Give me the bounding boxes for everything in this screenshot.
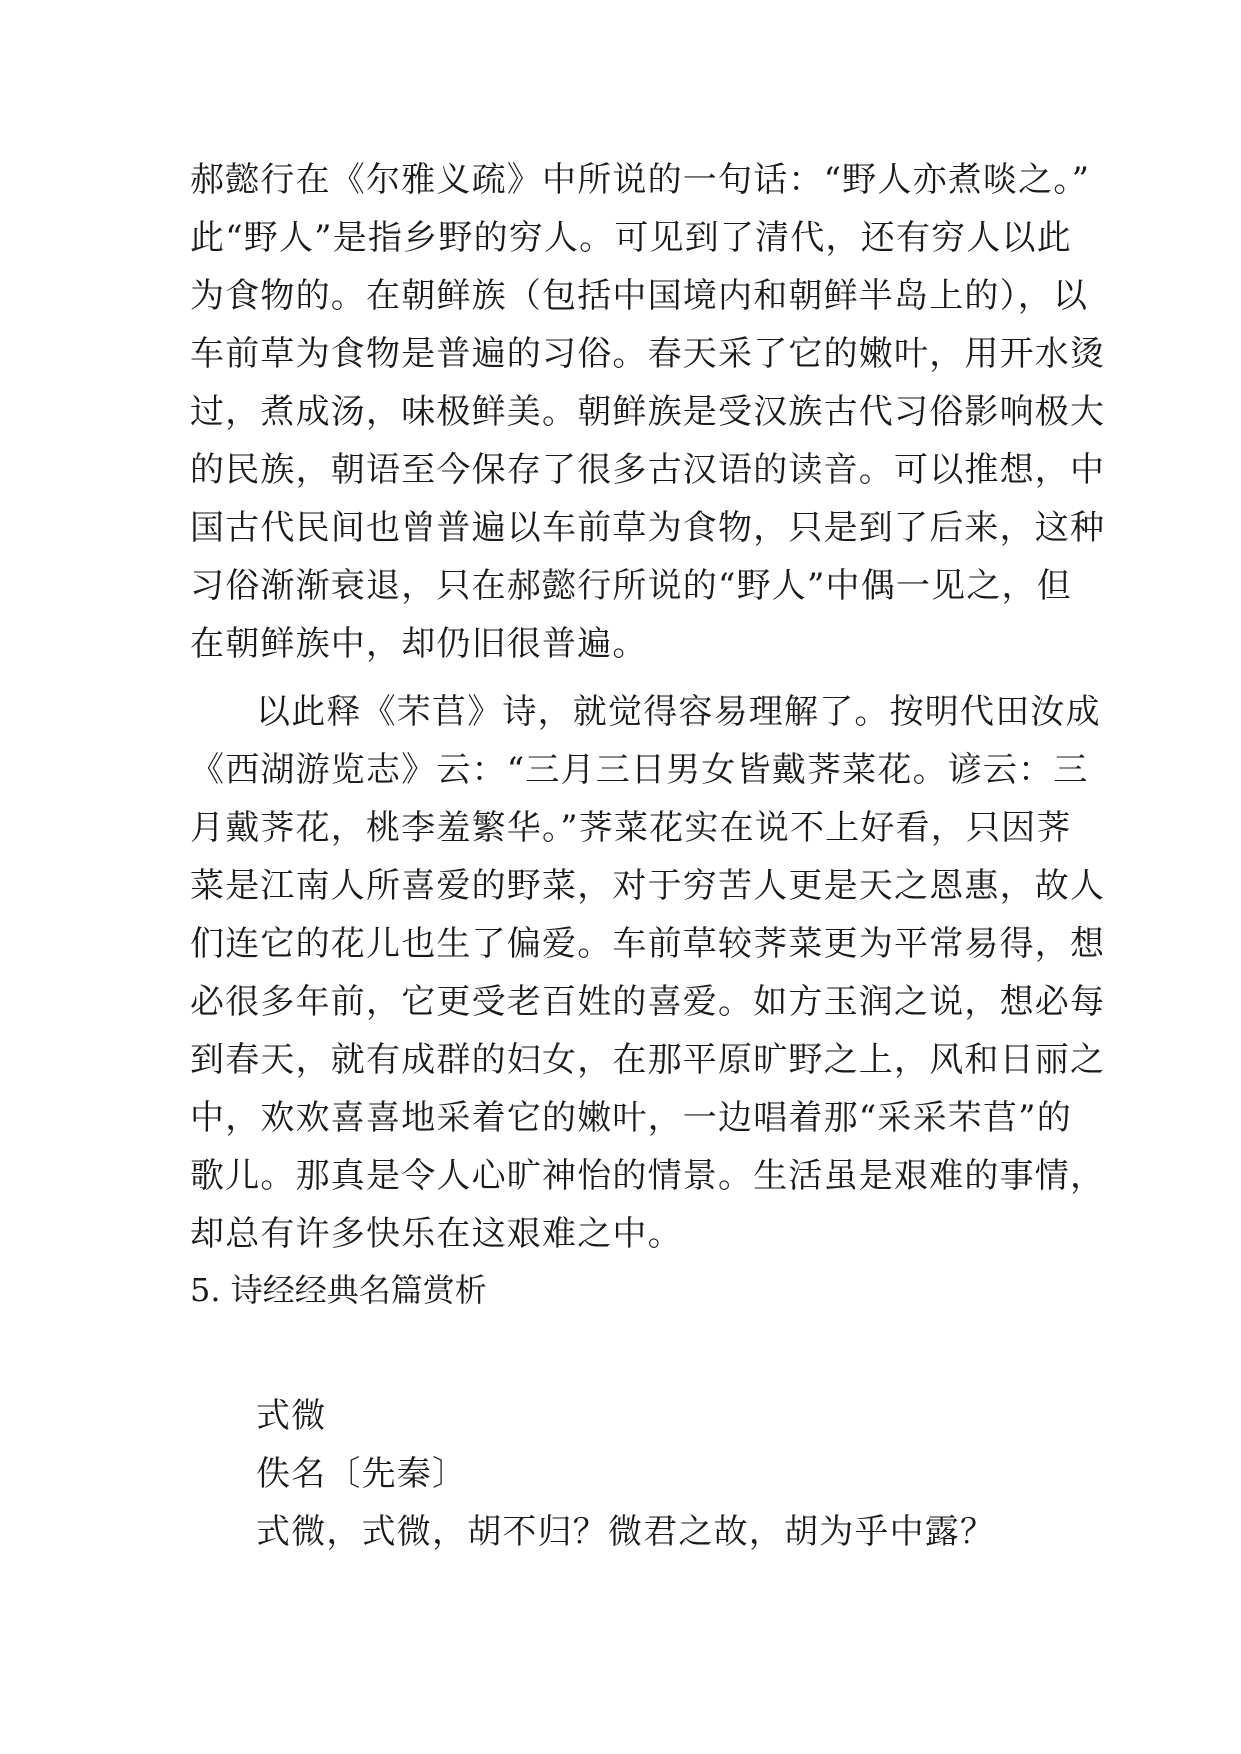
- paragraph-1-line-5: 过，煮成汤，味极鲜美。朝鲜族是受汉族古代习俗影响极大: [190, 392, 1106, 432]
- paragraph-1-line-7: 国古代民间也曾普遍以车前草为食物，只是到了后来，这种: [190, 508, 1106, 548]
- paragraph-1-line-9: 在朝鲜族中，却仍旧很普遍。: [190, 624, 648, 664]
- paragraph-1-line-6: 的民族，朝语至今保存了很多古汉语的读音。可以推想，中: [190, 450, 1106, 490]
- paragraph-2-line-5: 们连它的花儿也生了偏爱。车前草较荠菜更为平常易得，想: [190, 924, 1106, 964]
- poem-title: 式微: [256, 1396, 327, 1436]
- section-heading: 5. 诗经经典名篇赏析: [190, 1271, 487, 1309]
- paragraph-1-line-2: 此“野人”是指乡野的穷人。可见到了清代，还有穷人以此: [190, 218, 1072, 258]
- paragraph-1-line-3: 为食物的。在朝鲜族（包括中国境内和朝鲜半岛上的），以: [190, 276, 1089, 316]
- paragraph-2-line-4: 菜是江南人所喜爱的野菜，对于穷苦人更是天之恩惠，故人: [190, 866, 1106, 906]
- paragraph-2-line-1: 以此释《芣苢》诗，就觉得容易理解了。按明代田汝成: [256, 692, 1101, 732]
- paragraph-2-line-2: 《西湖游览志》云：“三月三日男女皆戴荠菜花。谚云：三: [190, 750, 1089, 790]
- poem-line-1: 式微，式微，胡不归？微君之故，胡为乎中露？: [256, 1512, 996, 1552]
- paragraph-1-line-8: 习俗渐渐衰退，只在郝懿行所说的“野人”中偶一见之，但: [190, 566, 1072, 606]
- paragraph-2-line-10: 却总有许多快乐在这艰难之中。: [190, 1214, 683, 1254]
- paragraph-2-line-7: 到春天，就有成群的妇女，在那平原旷野之上，风和日丽之: [190, 1040, 1106, 1080]
- paragraph-2-line-9: 歌儿。那真是令人心旷神怡的情景。生活虽是艰难的事情，: [190, 1156, 1106, 1196]
- paragraph-1-line-1: 郝懿行在《尔雅义疏》中所说的一句话：“野人亦煮啖之。”: [190, 160, 1091, 200]
- poem-author: 佚名〔先秦〕: [256, 1454, 468, 1494]
- paragraph-2-line-6: 必很多年前，它更受老百姓的喜爱。如方玉润之说，想必每: [190, 982, 1106, 1022]
- paragraph-2-line-3: 月戴荠花，桃李羞繁华。”荠菜花实在说不上好看，只因荠: [190, 808, 1072, 848]
- paragraph-2-line-8: 中，欢欢喜喜地采着它的嫩叶，一边唱着那“采采芣苢”的: [190, 1098, 1072, 1138]
- paragraph-1-line-4: 车前草为食物是普遍的习俗。春天采了它的嫩叶，用开水烫: [190, 334, 1106, 374]
